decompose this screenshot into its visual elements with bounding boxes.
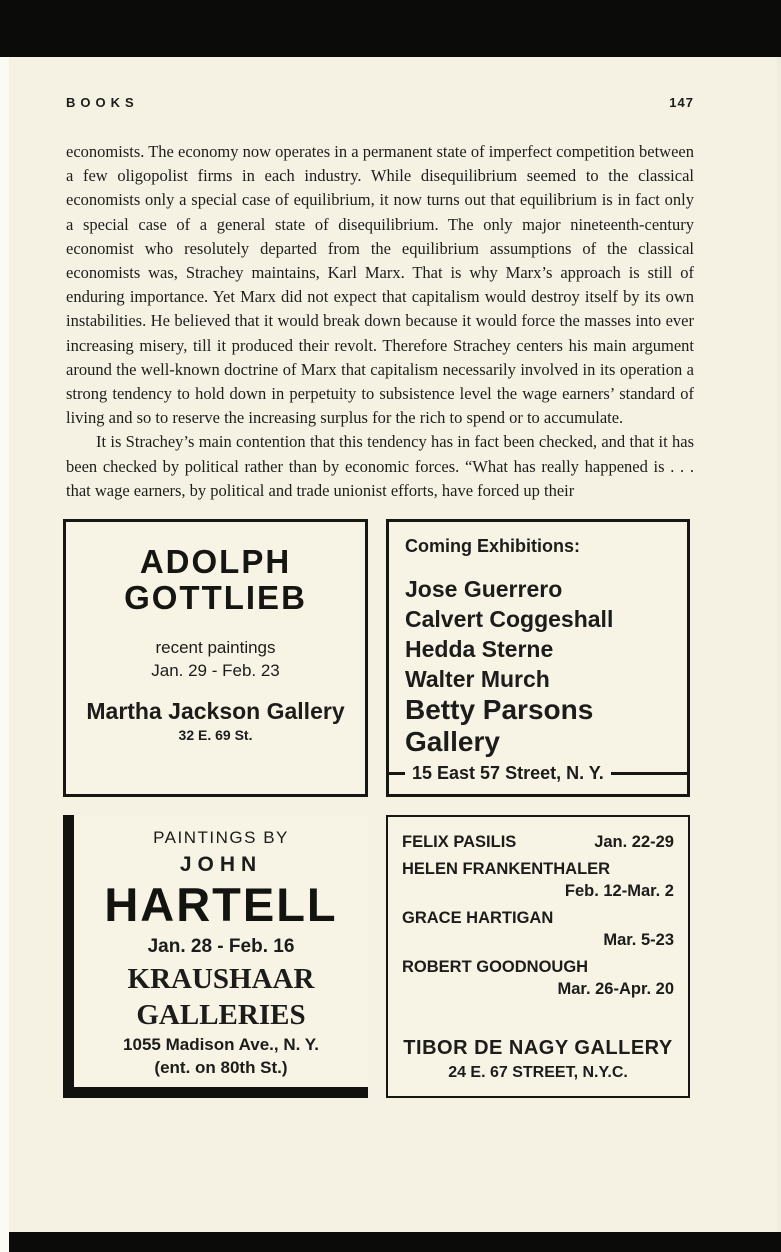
page <box>0 57 781 1232</box>
artist-name-line-2: GOTTLIEB <box>124 579 307 617</box>
bottom-scan-bar <box>0 1232 781 1252</box>
artist-first-name: JOHN <box>179 853 263 877</box>
artist-name: FELIX PASILIS <box>402 833 517 852</box>
ad-tibor-de-nagy-gallery <box>386 815 690 1098</box>
artist-name: Walter Murch <box>405 666 550 693</box>
exhibit-dates: Jan. 22-29 <box>594 833 674 852</box>
artist-name-line-1: ADOLPH <box>139 543 292 581</box>
artist-name: Jose Guerrero <box>405 576 563 603</box>
exhibit-listing <box>402 858 674 902</box>
exhibit-subtitle: recent paintings <box>155 638 276 658</box>
exhibit-dates: Mar. 26-Apr. 20 <box>557 980 674 999</box>
artist-name: Calvert Coggeshall <box>405 606 614 633</box>
ad-martha-jackson-gallery <box>63 519 368 797</box>
gallery-address: 24 E. 67 STREET, N.Y.C. <box>448 1064 628 1082</box>
artist-name: Hedda Sterne <box>405 636 554 663</box>
artist-name: GRACE HARTIGAN <box>402 909 554 928</box>
exhibit-listing <box>402 956 674 1000</box>
paintings-by-kicker: PAINTINGS BY <box>153 828 289 848</box>
exhibit-dates: Jan. 29 - Feb. 23 <box>151 661 280 681</box>
artist-name: ROBERT GOODNOUGH <box>402 958 589 977</box>
gallery-name: Betty Parsons Gallery <box>405 694 594 758</box>
ad-betty-parsons-gallery <box>386 519 690 797</box>
exhibit-listing <box>402 907 674 951</box>
right-scan-edge <box>777 57 781 1232</box>
page-header <box>66 95 694 110</box>
artist-name: HELEN FRANKENTHALER <box>402 860 611 879</box>
coming-exhibitions-heading: Coming Exhibitions: <box>405 536 580 557</box>
exhibit-dates: Feb. 12-Mar. 2 <box>564 882 674 901</box>
gallery-address: 1055 Madison Ave., N. Y. <box>123 1035 319 1055</box>
artist-last-name: HARTELL <box>104 878 338 932</box>
corner-rule-left <box>389 772 405 775</box>
article-body <box>66 140 694 503</box>
gallery-address: 32 E. 69 St. <box>178 727 253 744</box>
gallery-address: 15 East 57 Street, N. Y. <box>412 763 604 784</box>
exhibit-dates: Mar. 5-23 <box>603 931 674 950</box>
section-title: BOOKS <box>66 95 139 110</box>
body-paragraph-2: It is Strachey’s main contention that this tendency has in fact been checked, and that it has been checked by political rather than by economic forces. “What has really happened is . . . that wage earners, by political and trade unionist efforts, have forced up their <box>66 432 694 500</box>
gallery-name: TIBOR DE NAGY GALLERY <box>403 1037 673 1060</box>
left-scan-edge <box>0 57 9 1252</box>
gallery-address-note: (ent. on 80th St.) <box>154 1058 288 1078</box>
corner-rule-right <box>611 772 687 775</box>
gallery-address-row <box>389 760 687 786</box>
artist-list <box>405 574 671 694</box>
gallery-name: Martha Jackson Gallery <box>86 698 345 725</box>
exhibit-dates: Jan. 28 - Feb. 16 <box>147 936 295 958</box>
exhibit-listing <box>402 831 674 853</box>
page-number: 147 <box>669 95 694 110</box>
advertisements <box>63 519 694 1098</box>
ad-kraushaar-galleries <box>63 815 368 1098</box>
body-paragraph-1: economists. The economy now operates in a permanent state of imperfect competition between a few oligopolist firms in each industry. While disequilibrium seemed to the classical economists only a special case of equilibrium, it now turns out that equilibrium is in fact only a special case of a general state of disequilibrium. The only major nineteenth-century economist who resolutely departed from the equilibrium assumptions of the classical economists was, Strachey maintains, Karl Marx. That is why Marx’s approach is still of enduring importance. Yet Marx did not expect that capitalism would destroy itself by its own instabilities. He believed that it would break down because it would force the masses into ever increasing misery, till it produced their revolt. Therefore Strachey centers his main argument around the well-known doctrine of Marx that capitalism necessarily involved in its operation a strong tendency to hold down in perpetuity to subsistence level the wage earners’ standard of living and so to reserve the increasing surplus for the rich to spend or to accumulate. <box>66 142 694 428</box>
gallery-name: KRAUSHAAR GALLERIES <box>127 963 315 1032</box>
top-scan-bar <box>0 0 781 57</box>
